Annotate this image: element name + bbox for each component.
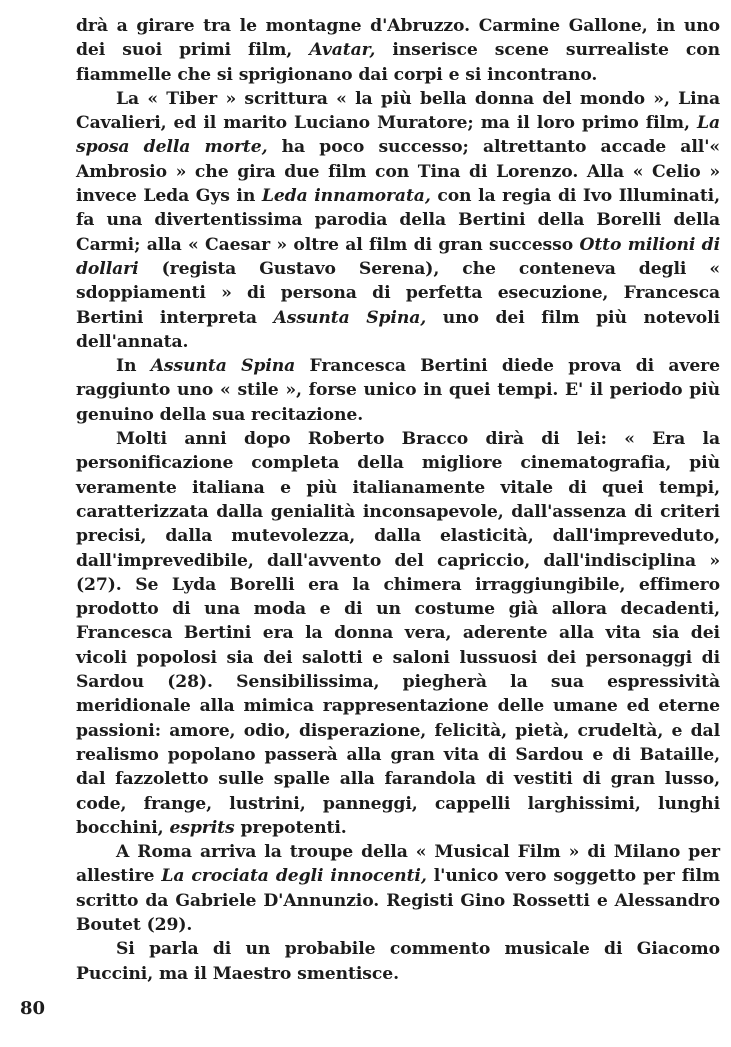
text-run: Molti anni dopo Roberto Bracco dirà di lei: « Era la personificazione completa della migliore cinematografia, più veramente italiana e più italianamente vitale di quei tempi, caratterizzata dalla genialità inconsapevole, dall'assenza di criteri precisi, dalla mutevolezza, dalla elasticità, dall'impreveduto, dall'imprevedibile, dall'avvento del capriccio, dall'indisciplina » (27). Se Lyda Borelli era la chimera irraggiungibile, effimero prodotto di una moda e di un costume già allora decadenti, Francesca Bertini era la donna vera, aderente alla vita sia dei vicoli popolosi sia dei salotti e saloni lussuosi dei personaggi di Sardou (28). Sensibilissima, piegherà la sua espressività meridionale alla mimica rappresentazione delle umane ed eterne passioni: amore, odio, disperazione, felicità, pietà, crudeltà, e dal realismo popolano passerà alla gran vita di Sardou e di Bataille, dal fazzoletto sulle spalle alla farandola di vestiti di gran lusso, code, frange, lustrini, panneggi, cappelli larghissimi, lunghi bocchini, <box>76 429 720 838</box>
italic-title: esprits <box>169 817 235 838</box>
paragraph <box>76 354 720 427</box>
paragraph <box>76 937 720 986</box>
text-run: con la regia di Ivo Illuminati, fa una divertentissima parodia della Bertini della Borelli della Carmi; alla « Caesar » oltre al film di gran successo <box>76 186 721 255</box>
text-run: prepotenti. <box>234 817 347 838</box>
text-run: In <box>116 356 151 377</box>
text-run: l'unico vero soggetto per film scritto da Gabriele D'Annunzio. Registi Gino Rossetti e Alessandro Boutet (29). <box>76 866 721 935</box>
paragraph <box>76 14 720 87</box>
page-number: 80 <box>20 998 46 1019</box>
paragraph <box>76 87 720 354</box>
text-run: ha poco successo; altrettanto accade all'« Ambrosio » che gira due film con Tina di Lorenzo. Alla « Celio » invece Leda Gys in <box>76 137 720 207</box>
text-run: Si parla di un probabile commento musicale di Giacomo Puccini, ma il Maestro smentisce. <box>76 939 720 984</box>
body-text <box>76 14 720 986</box>
italic-title: La sposa della morte, <box>76 113 720 158</box>
italic-title: Avatar, <box>309 40 376 61</box>
text-run: A Roma arriva la troupe della « Musical Film » di Milano per allestire <box>76 842 720 887</box>
italic-title: Leda innamorata, <box>261 186 431 207</box>
text-run: drà a girare tra le montagne d'Abruzzo. Carmine Gallone, in uno dei suoi primi film, <box>76 16 720 61</box>
text-run: (regista Gustavo Serena), che conteneva degli « sdoppiamenti » di persona di perfetta esecuzione, Francesca Bertini interpreta <box>76 258 720 328</box>
paragraph <box>76 840 720 937</box>
italic-title: Otto milioni di dollari <box>76 234 721 279</box>
italic-title: La crociata degli innocenti, <box>161 866 427 887</box>
text-run: uno dei film più notevoli dell'annata. <box>76 307 720 352</box>
italic-title: Assunta Spina <box>150 356 296 377</box>
italic-title: Assunta Spina, <box>273 307 427 328</box>
paragraph <box>76 427 720 840</box>
text-run: Francesca Bertini diede prova di avere raggiunto uno « stile », forse unico in quei tempi. E' il periodo più genuino della sua recitazione. <box>76 356 720 425</box>
text-run: inserisce scene surrealiste con fiammelle che si sprigionano dai corpi e si incontrano. <box>76 40 720 85</box>
text-run: La « Tiber » scrittura « la più bella donna del mondo », Lina Cavalieri, ed il marito Luciano Muratore; ma il loro primo film, <box>76 88 720 134</box>
